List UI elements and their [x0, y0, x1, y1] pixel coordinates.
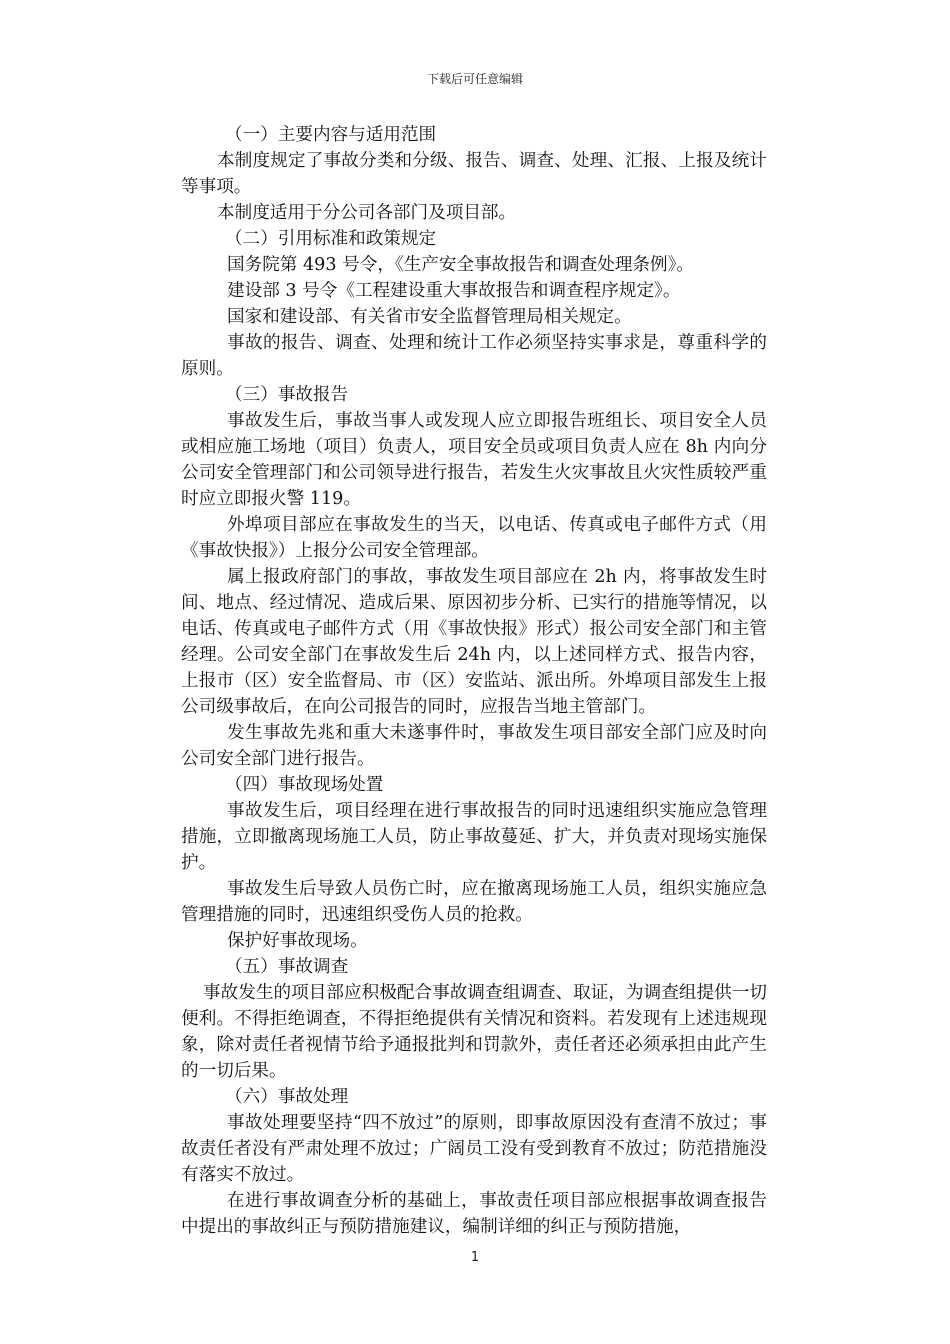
heading-investigation: （五）事故调查 [225, 957, 349, 977]
paragraph: 事故发生后导致人员伤亡时，应在撤离现场施工人员，组织实施应急管理措施的同时，迅速组织受伤人员的抢救。 [181, 879, 767, 925]
heading-scope: （一）主要内容与适用范围 [225, 125, 437, 145]
document-body [181, 122, 767, 1240]
paragraph: 事故发生的项目部应积极配合事故调查组调查、取证，为调查组提供一切便利。不得拒绝调查，不得拒绝提供有关情况和资料。若发现有上述违规现象，除对责任者视情节给予通报批判和罚款外，责任者还必须承担由此产生的一切后果。 [181, 983, 767, 1081]
paragraph: 事故的报告、调查、处理和统计工作必须坚持实事求是，尊重科学的原则。 [181, 333, 767, 379]
paragraph: 国家和建设部、有关省市安全监督管理局相关规定。 [227, 307, 632, 327]
paragraph: 发生事故先兆和重大未遂事件时，事故发生项目部安全部门应及时向公司安全部门进行报告。 [181, 723, 767, 769]
heading-scene-handling: （四）事故现场处置 [225, 775, 384, 795]
page-header: 下载后可任意编辑 [426, 72, 523, 86]
paragraph: 国务院第 493 号令，《生产安全事故报告和调查处理条例》。 [227, 255, 695, 275]
paragraph: 事故发生后，事故当事人或发现人应立即报告班组长、项目安全人员或相应施工场地（项目）负责人，项目安全员或项目负责人应在 8h 内向分公司安全管理部门和公司领导进行报告，若发生火灾事故且火灾性质较严重时应立即报火警 119。 [181, 411, 767, 509]
paragraph: 属上报政府部门的事故，事故发生项目部应在 2h 内，将事故发生时间、地点、经过情况、造成后果、原因初步分析、已实行的措施等情况，以电话、传真或电子邮件方式（用《事故快报》形式）报公司安全部门和主管经理。公司安全部门在事故发生后 24h 内，以上述同样方式、报告内容，上报市（区）安全监督局、市（区）安监站、派出所。外埠项目部发生上报公司级事故后，在向公司报告的同时，应报告当地主管部门。 [181, 567, 767, 717]
heading-processing: （六）事故处理 [225, 1087, 349, 1107]
paragraph: 外埠项目部应在事故发生的当天，以电话、传真或电子邮件方式（用《事故快报》）上报分公司安全管理部。 [181, 515, 767, 561]
paragraph: 保护好事故现场。 [227, 931, 368, 951]
paragraph: 本制度规定了事故分类和分级、报告、调查、处理、汇报、上报及统计等事项。 [181, 151, 767, 197]
paragraph: 事故发生后，项目经理在进行事故报告的同时迅速组织实施应急管理措施，立即撤离现场施工人员，防止事故蔓延、扩大，并负责对现场实施保护。 [181, 801, 767, 873]
paragraph: 事故处理要坚持“四不放过”的原则，即事故原因没有查清不放过；事故责任者没有严肃处理不放过；广阔员工没有受到教育不放过；防范措施没有落实不放过。 [181, 1113, 767, 1185]
heading-accident-report: （三）事故报告 [225, 385, 349, 405]
heading-standards: （二）引用标准和政策规定 [225, 229, 437, 249]
paragraph: 建设部 3 号令《工程建设重大事故报告和调查程序规定》。 [227, 281, 681, 301]
page-number: 1 [470, 1250, 480, 1265]
paragraph: 在进行事故调查分析的基础上，事故责任项目部应根据事故调查报告中提出的事故纠正与预防措施建议，编制详细的纠正与预防措施， [181, 1191, 767, 1237]
paragraph: 本制度适用于分公司各部门及项目部。 [217, 203, 517, 223]
